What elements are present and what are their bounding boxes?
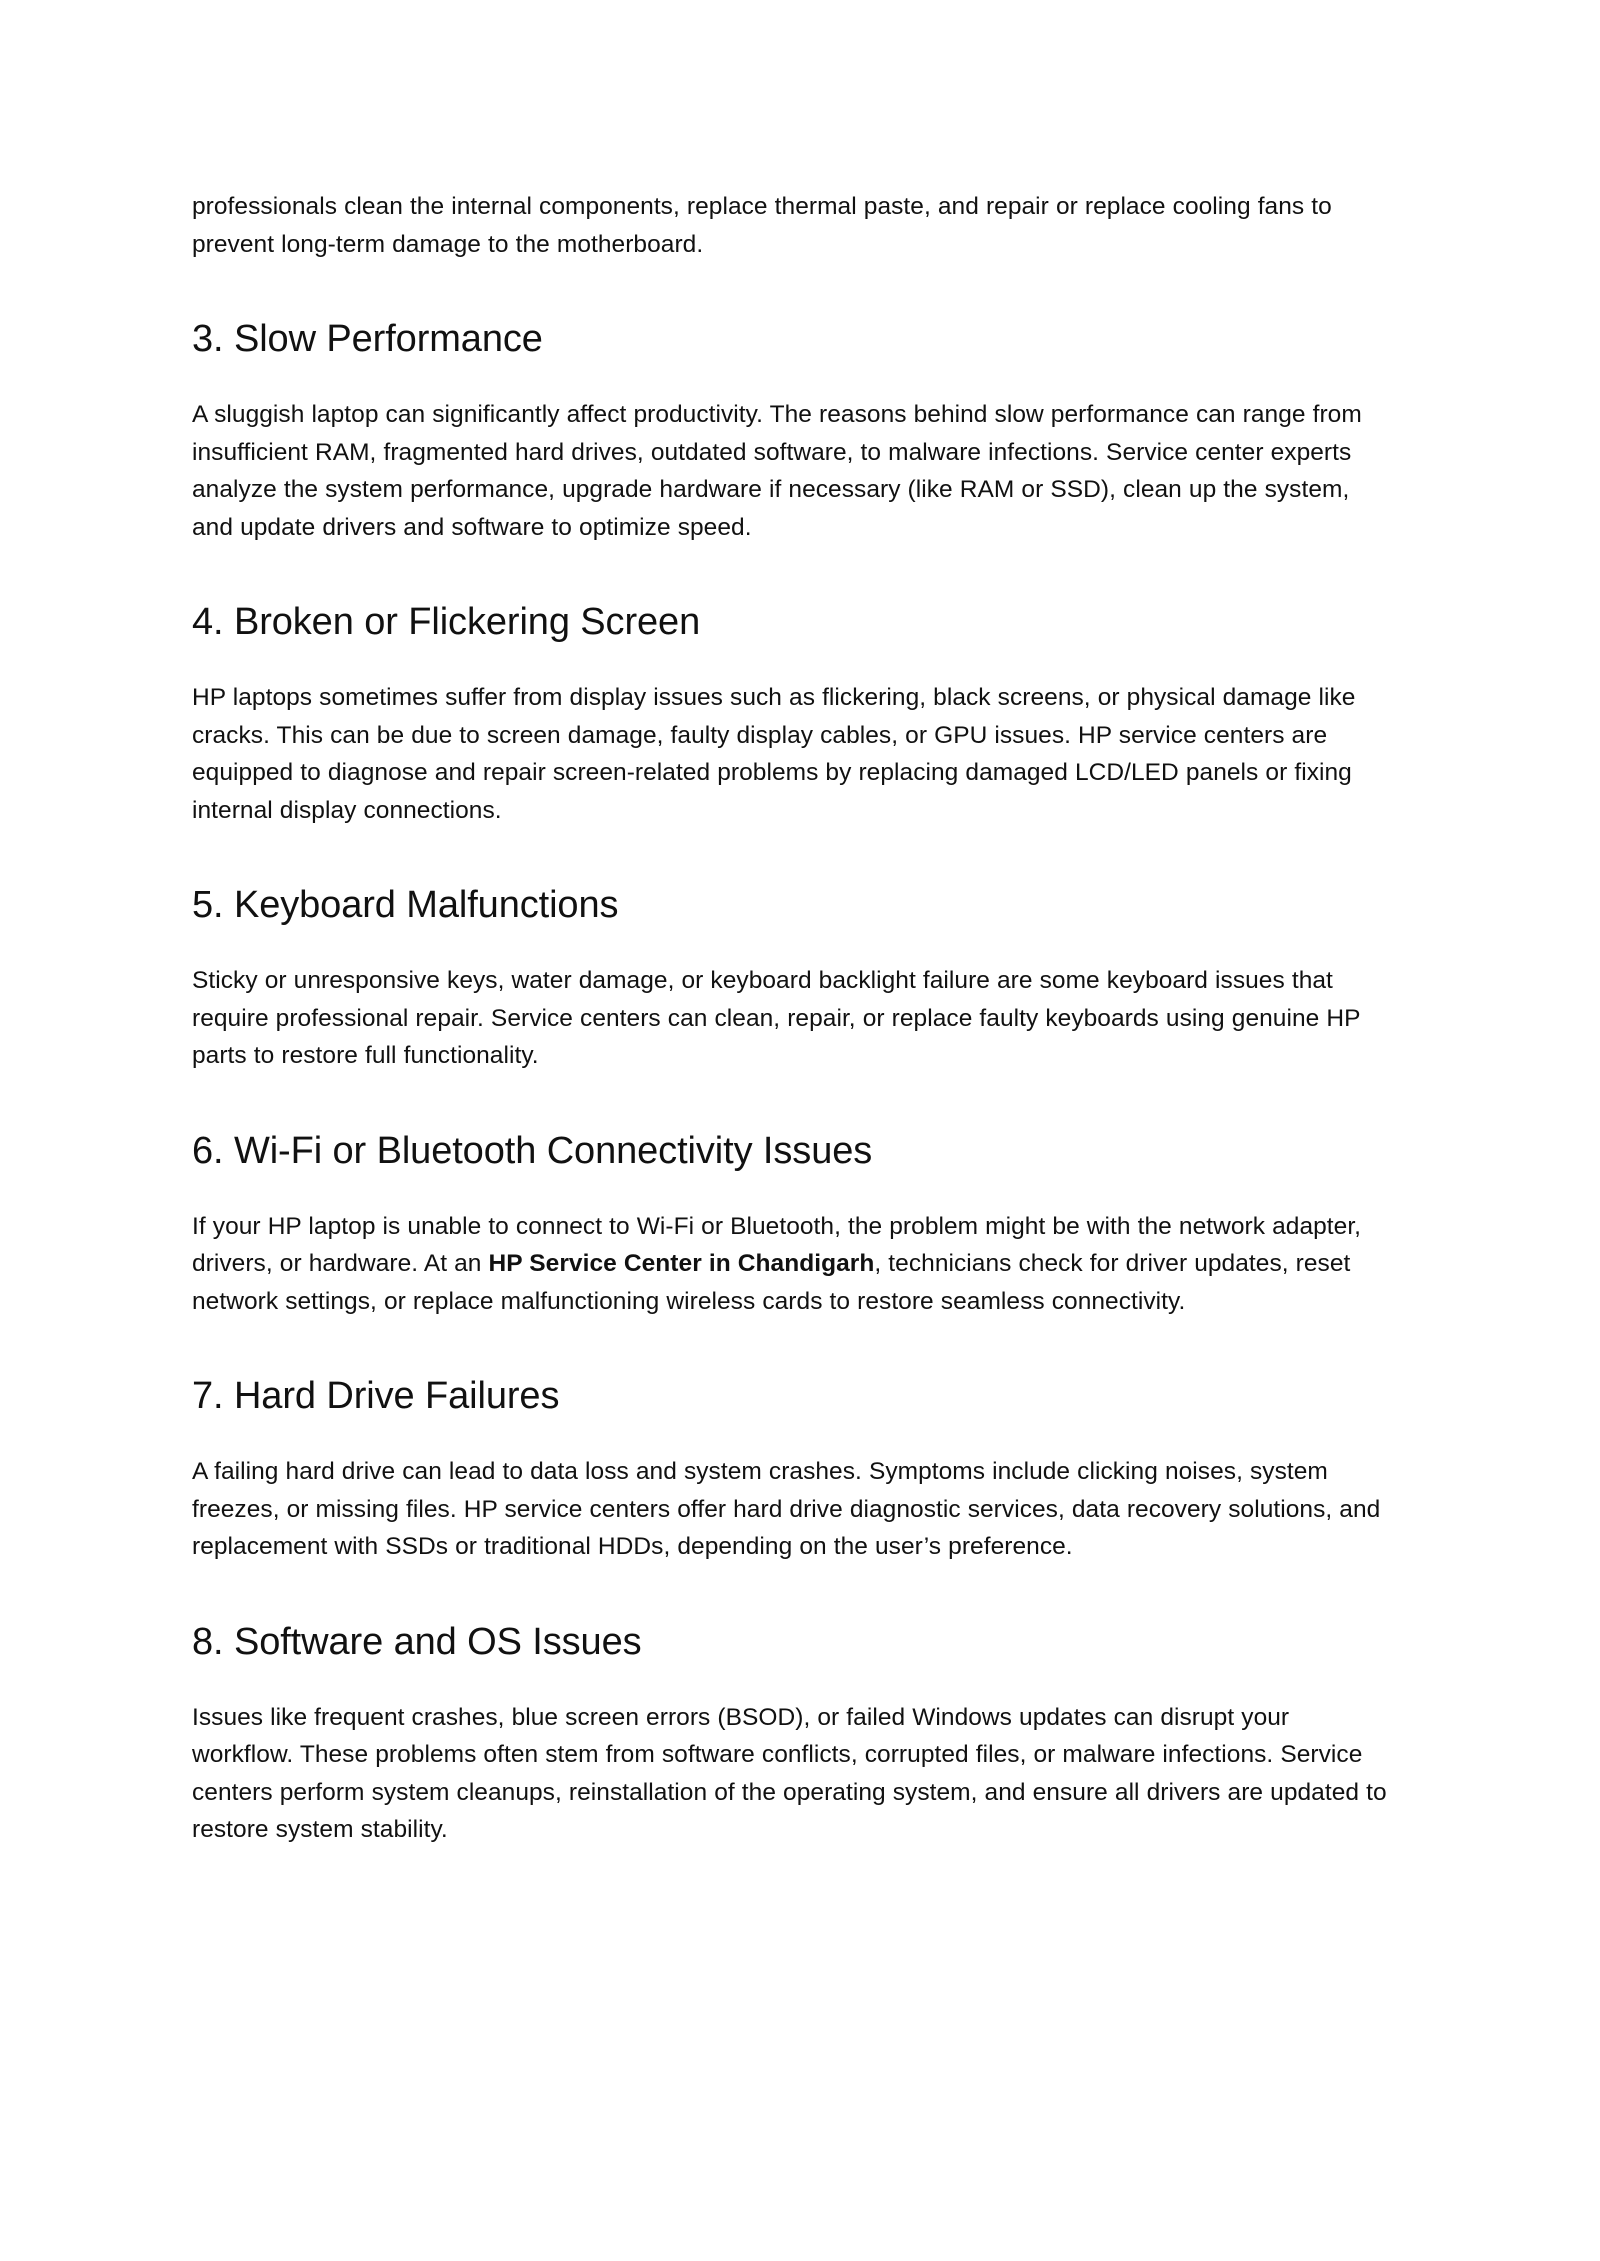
spacer (192, 1566, 1390, 1618)
paragraph-text-after-bold: , technicians check for driver updates, reset network settings, or replace malfunctioning wireless cards to restore seamless connectivity. (192, 1250, 1351, 1315)
spacer (192, 829, 1390, 881)
heading-wifi-bluetooth-connectivity: 6. Wi-Fi or Bluetooth Connectivity Issues (192, 1129, 873, 1172)
spacer (192, 929, 1390, 962)
document-body (192, 188, 1390, 1849)
paragraph-software-os-issues: Issues like frequent crashes, blue screen errors (BSOD), or failed Windows updates can disrupt your workflow. These problems often stem from software conflicts, corrupted files, or malware infections. Service centers perform system cleanups, reinstallation of the operating system, and ensure all drivers are updated to restore system stability. (192, 1703, 1387, 1843)
heading-broken-flickering-screen: 4. Broken or Flickering Screen (192, 601, 701, 643)
paragraph-slow-performance: A sluggish laptop can significantly affect productivity. The reasons behind slow performance can range from insufficient RAM, fragmented hard drives, outdated software, to malware infections. Service center experts analyze the system performance, upgrade hardware if necessary (like RAM or SSD), clean up the system, and update drivers and software to optimize speed. (192, 401, 1362, 541)
paragraph-broken-flickering-screen: HP laptops sometimes suffer from display issues such as flickering, black screens, or physical damage like cracks. This can be due to screen damage, faulty display cables, or GPU issues. HP service centers are equipped to diagnose and repair screen-related problems by replacing damaged LCD/LED panels or fixing internal display connections. (192, 684, 1356, 824)
paragraph-hard-drive-failures: A failing hard drive can lead to data loss and system crashes. Symptoms include clicking noises, system freezes, or missing files. HP service centers offer hard drive diagnostic services, data recovery solutions, and replacement with SSDs or traditional HDDs, depending on the user’s preference. (192, 1458, 1381, 1560)
spacer (192, 546, 1390, 598)
hp-service-center-chandigarh-emphasis: HP Service Center in Chandigarh (488, 1250, 875, 1277)
paragraph-text-before-bold: If your HP laptop is unable to connect to Wi-Fi or Bluetooth, the problem might be with the network adapter, drivers, or hardware. At an (192, 1212, 1362, 1277)
spacer (192, 1420, 1390, 1453)
spacer (192, 646, 1390, 679)
spacer (192, 1320, 1390, 1372)
heading-software-os-issues: 8. Software and OS Issues (192, 1620, 642, 1663)
spacer (192, 363, 1390, 396)
heading-slow-performance: 3. Slow Performance (192, 318, 543, 360)
spacer (192, 1175, 1390, 1208)
intro-continuation-paragraph: professionals clean the internal components, replace thermal paste, and repair or replace cooling fans to prevent long-term damage to the motherboard. (192, 193, 1332, 258)
heading-hard-drive-failures: 7. Hard Drive Failures (192, 1375, 560, 1417)
spacer (192, 263, 1390, 315)
spacer (192, 1075, 1390, 1127)
paragraph-keyboard-malfunctions: Sticky or unresponsive keys, water damage, or keyboard backlight failure are some keyboard issues that require professional repair. Service centers can clean, repair, or replace faulty keyboards using genuine HP parts to restore full functionality. (192, 967, 1361, 1069)
heading-keyboard-malfunctions: 5. Keyboard Malfunctions (192, 884, 619, 926)
spacer (192, 1666, 1390, 1699)
paragraph-wifi-bluetooth-connectivity (192, 1208, 1390, 1321)
